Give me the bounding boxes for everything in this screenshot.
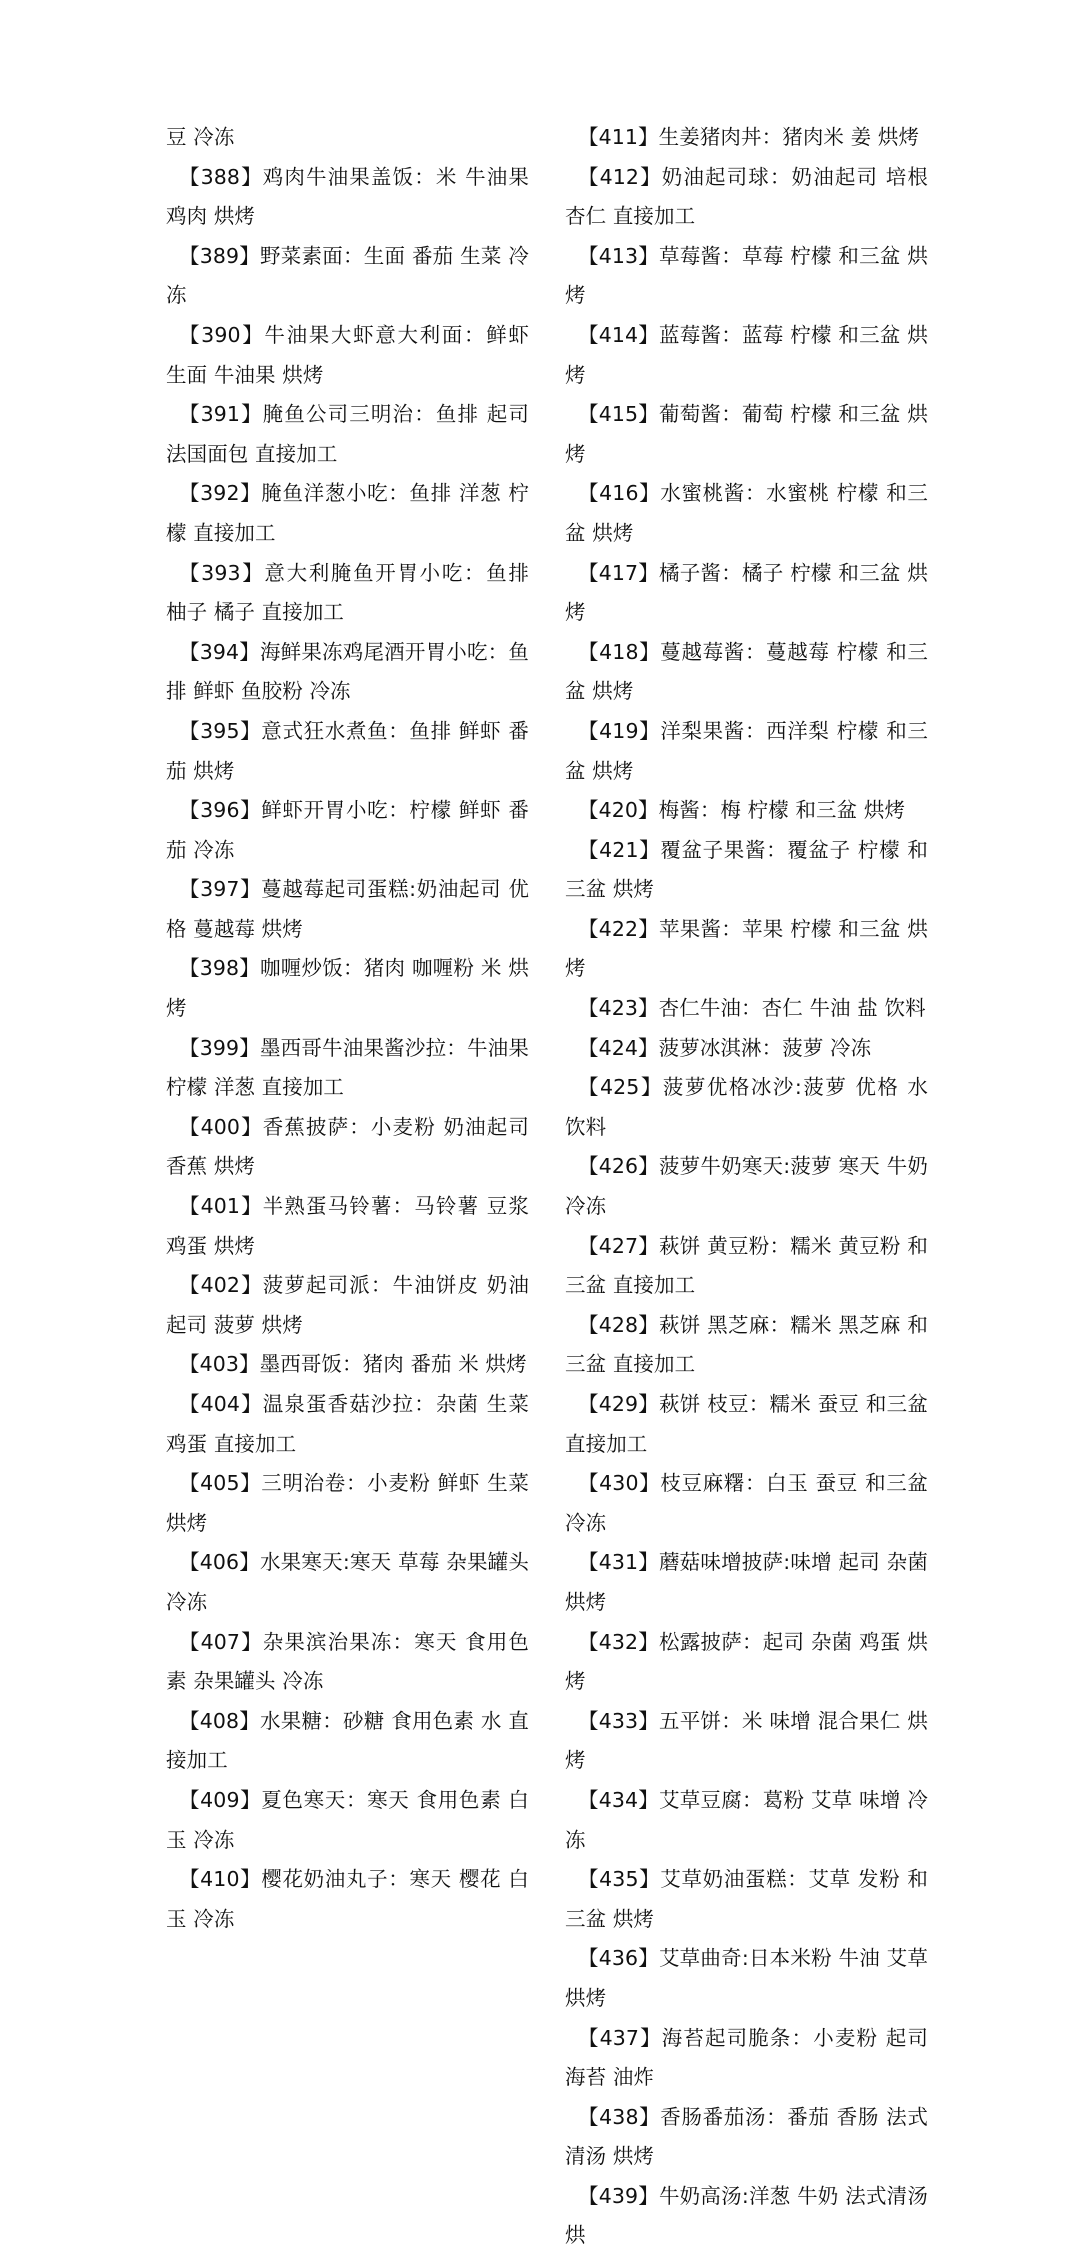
recipe-entry: 【426】菠萝牛奶寒天:菠萝 寒天 牛奶 冷冻 — [565, 1154, 935, 1219]
recipe-entry: 【414】蓝莓酱：蓝莓 柠檬 和三盆 烘烤 — [565, 322, 928, 387]
recipe-entry: 【388】鸡肉牛油果盖饭：米 牛油果 鸡肉 烘烤 — [166, 164, 536, 229]
recipe-entry: 【438】香肠番茄汤：番茄 香肠 法式清汤 烘烤 — [565, 2104, 928, 2169]
recipe-entry: 【401】半熟蛋马铃薯：马铃薯 豆浆 鸡蛋 烘烤 — [166, 1194, 536, 1258]
recipe-entry: 【390】牛油果大虾意大利面：鲜虾 生面 牛油果 烘烤 — [166, 322, 536, 387]
recipe-entry: 【395】意式狂水煮鱼：鱼排 鲜虾 番茄 烘烤 — [166, 718, 529, 783]
recipe-entry: 【415】葡萄酱：葡萄 柠檬 和三盆 烘烤 — [565, 402, 928, 466]
recipe-entry: 【432】松露披萨：起司 杂菌 鸡蛋 烘烤 — [565, 1629, 928, 1694]
recipe-entry: 【403】墨西哥饭：猪肉 番茄 米 烘烤 — [179, 1352, 527, 1377]
recipe-entry: 【396】鲜虾开胃小吃：柠檬 鲜虾 番茄 冷冻 — [166, 798, 529, 862]
recipe-entry: 【391】腌鱼公司三明治：鱼排 起司 法国面包 直接加工 — [166, 402, 536, 466]
recipe-entry: 【402】菠萝起司派：牛油饼皮 奶油起司 菠萝 烘烤 — [166, 1273, 529, 1337]
recipe-entry: 【424】菠萝冰淇淋：菠萝 冷冻 — [578, 1035, 872, 1060]
recipe-entry: 【420】梅酱：梅 柠檬 和三盆 烘烤 — [578, 798, 906, 823]
recipe-entry: 【398】咖喱炒饭：猪肉 咖喱粉 米 烘烤 — [166, 956, 529, 1021]
recipe-entry: 【417】橘子酱：橘子 柠檬 和三盆 烘烤 — [565, 560, 928, 625]
recipe-entry: 【408】水果糖：砂糖 食用色素 水 直接加工 — [166, 1708, 529, 1773]
recipe-entry: 【425】菠萝优格冰沙:菠萝 优格 水 饮料 — [565, 1075, 935, 1139]
two-column-body — [166, 118, 935, 2248]
recipe-entry: 【419】洋梨果酱：西洋梨 柠檬 和三盆 烘烤 — [565, 718, 928, 783]
right-column — [565, 118, 935, 2256]
recipe-entry: 【434】艾草豆腐：葛粉 艾草 味增 冷冻 — [565, 1787, 928, 1852]
recipe-entry: 【439】牛奶高汤:洋葱 牛奶 法式清汤 烘 — [565, 2183, 935, 2248]
recipe-entry: 【422】苹果酱：苹果 柠檬 和三盆 烘烤 — [565, 916, 928, 981]
recipe-entry: 【428】萩饼 黑芝麻：糯米 黑芝麻 和三盆 直接加工 — [565, 1312, 928, 1377]
recipe-entry: 【423】杏仁牛油：杏仁 牛油 盐 饮料 — [578, 996, 926, 1021]
recipe-entry: 【409】夏色寒天：寒天 食用色素 白玉 冷冻 — [166, 1787, 529, 1852]
recipe-entry: 【405】三明治卷：小麦粉 鲜虾 生菜 烘烤 — [166, 1471, 536, 1535]
recipe-entry: 【436】艾草曲奇:日本米粉 牛油 艾草 烘烤 — [565, 1946, 935, 2010]
recipe-entry: 【394】海鲜果冻鸡尾酒开胃小吃：鱼排 鲜虾 鱼胶粉 冷冻 — [166, 639, 529, 704]
recipe-entry: 【397】蔓越莓起司蛋糕:奶油起司 优格 蔓越莓 烘烤 — [166, 877, 529, 941]
recipe-entry: 【392】腌鱼洋葱小吃：鱼排 洋葱 柠檬 直接加工 — [166, 481, 529, 545]
recipe-entry: 【400】香蕉披萨：小麦粉 奶油起司 香蕉 烘烤 — [166, 1114, 536, 1179]
recipe-entry: 【410】樱花奶油丸子：寒天 樱花 白玉 冷冻 — [166, 1867, 529, 1931]
recipe-entry: 豆 冷冻 — [166, 125, 235, 149]
recipe-entry: 【389】野菜素面：生面 番茄 生菜 冷冻 — [166, 243, 529, 308]
recipe-entry: 【430】枝豆麻糬：白玉 蚕豆 和三盆 冷冻 — [565, 1471, 935, 1535]
recipe-entry: 【427】萩饼 黄豆粉：糯米 黄豆粉 和三盆 直接加工 — [565, 1233, 928, 1298]
recipe-entry: 【407】杂果滨治果冻：寒天 食用色素 杂果罐头 冷冻 — [166, 1629, 529, 1694]
recipe-entry: 【431】蘑菇味增披萨:味增 起司 杂菌 烘烤 — [565, 1550, 935, 1614]
recipe-entry: 【416】水蜜桃酱：水蜜桃 柠檬 和三盆 烘烤 — [565, 481, 928, 545]
recipe-entry: 【399】墨西哥牛油果酱沙拉：牛油果 柠檬 洋葱 直接加工 — [166, 1035, 536, 1100]
recipe-entry: 【411】生姜猪肉丼：猪肉米 姜 烘烤 — [578, 125, 920, 149]
recipe-entry: 【418】蔓越莓酱：蔓越莓 柠檬 和三盆 烘烤 — [565, 639, 928, 704]
recipe-entry: 【406】水果寒天:寒天 草莓 杂果罐头 冷冻 — [166, 1550, 536, 1614]
recipe-entry: 【404】温泉蛋香菇沙拉：杂菌 生菜 鸡蛋 直接加工 — [166, 1392, 536, 1456]
recipe-entry: 【429】萩饼 枝豆：糯米 蚕豆 和三盆 直接加工 — [565, 1392, 935, 1456]
recipe-entry: 【413】草莓酱：草莓 柠檬 和三盆 烘烤 — [565, 243, 928, 308]
recipe-entry: 【437】海苔起司脆条：小麦粉 起司 海苔 油炸 — [565, 2025, 935, 2090]
recipe-entry: 【435】艾草奶油蛋糕：艾草 发粉 和三盆 烘烤 — [565, 1867, 928, 1931]
recipe-entry: 【412】奶油起司球：奶油起司 培根 杏仁 直接加工 — [565, 164, 935, 229]
recipe-entry: 【421】覆盆子果酱：覆盆子 柠檬 和三盆 烘烤 — [565, 837, 928, 902]
recipe-entry: 【393】意大利腌鱼开胃小吃：鱼排 柚子 橘子 直接加工 — [166, 560, 536, 625]
recipe-entry: 【433】五平饼：米 味增 混合果仁 烘烤 — [565, 1708, 928, 1773]
left-column — [166, 118, 536, 1939]
